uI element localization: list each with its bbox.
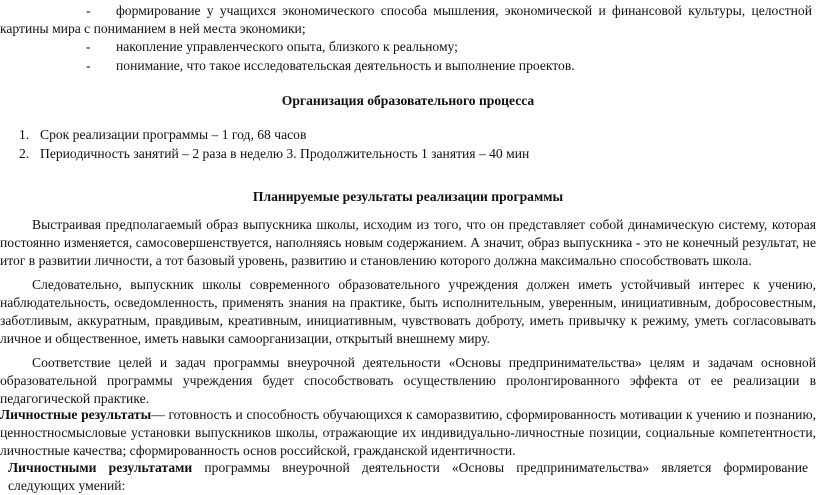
personal-results-skills-label: Личностными результатами — [8, 460, 193, 475]
personal-results-skills-text: программы внеурочной деятельности «Основы предпринимательства» является формирование следующих умений: — [8, 460, 809, 493]
list-number: 2. — [19, 146, 30, 161]
list-text: Срок реализации программы – 1 год, 68 часов — [40, 127, 307, 142]
bullet-text-3: понимание, что такое исследовательская деятельность и выполнение проектов. — [116, 58, 575, 73]
bullet-marker: - — [86, 39, 91, 54]
bullet-text-1: формирование у учащихся экономического способа мышления, экономической и финансовой культуры, целостной картины мира с пониманием в ней места экономики; — [0, 3, 812, 36]
paragraph-1: Выстраивая предполагаемый образ выпускника школы, исходим из того, что он представляет собой динамическую систему, которая постоянно изменяется, самосовершенствуется, наполняясь новым содержанием. А значит, образ выпускника - это не конечный результат, не итог в развитии личности, а тот базовый уровень, развитию и становлению которого должна максимально способствовать школа. — [0, 217, 816, 268]
paragraph-2: Следовательно, выпускник школы современного образовательного учреждения должен иметь устойчивый интерес к учению, наблюдательность, осведомленность, применять знания на практике, быть исполнительным, уверенным, инициативным, добросовестным, заботливым, аккуратным, правдивым, креативным, инициативным, чувствовать доброту, иметь привычку к режиму, уметь согласовывать личное и общественное, иметь навыки самоорганизации, открытый внешнему миру. — [0, 277, 816, 346]
list-text: Периодичность занятий – 2 раза в неделю 3. Продолжительность 1 занятия – 40 мин — [40, 146, 530, 161]
section-heading-organization: Организация образовательного процесса — [281, 93, 535, 108]
paragraph-personal-results — [0, 406, 816, 460]
list-number: 1. — [19, 127, 30, 142]
personal-results-label: Личностные результаты — [0, 407, 152, 422]
personal-results-text: — готовность и способность обучающихся к саморазвитию, сформированность мотивации к учению и познанию, ценностносмысловые установки выпускников школы, отражающие их индивидуально-личностные позиции, социальные компетентности, личностные качества; сформированность основ российской, гражданской идентичности. — [0, 407, 816, 458]
section-heading-results: Планируемые результаты реализации программы — [252, 189, 564, 204]
paragraph-3: Соответствие целей и задач программы внеурочной деятельности «Основы предпринимательства» целям и задачам основной образовательной программы учреждения будет способствовать осуществлению пролонгированного эффекта от ее реализации в педагогической практике. — [0, 355, 816, 406]
bullet-marker: - — [86, 3, 91, 18]
bullet-text-2: накопление управленческого опыта, близкого к реальному; — [116, 39, 458, 54]
bullet-marker: - — [86, 58, 91, 73]
paragraph-personal-results-skills — [0, 459, 808, 495]
